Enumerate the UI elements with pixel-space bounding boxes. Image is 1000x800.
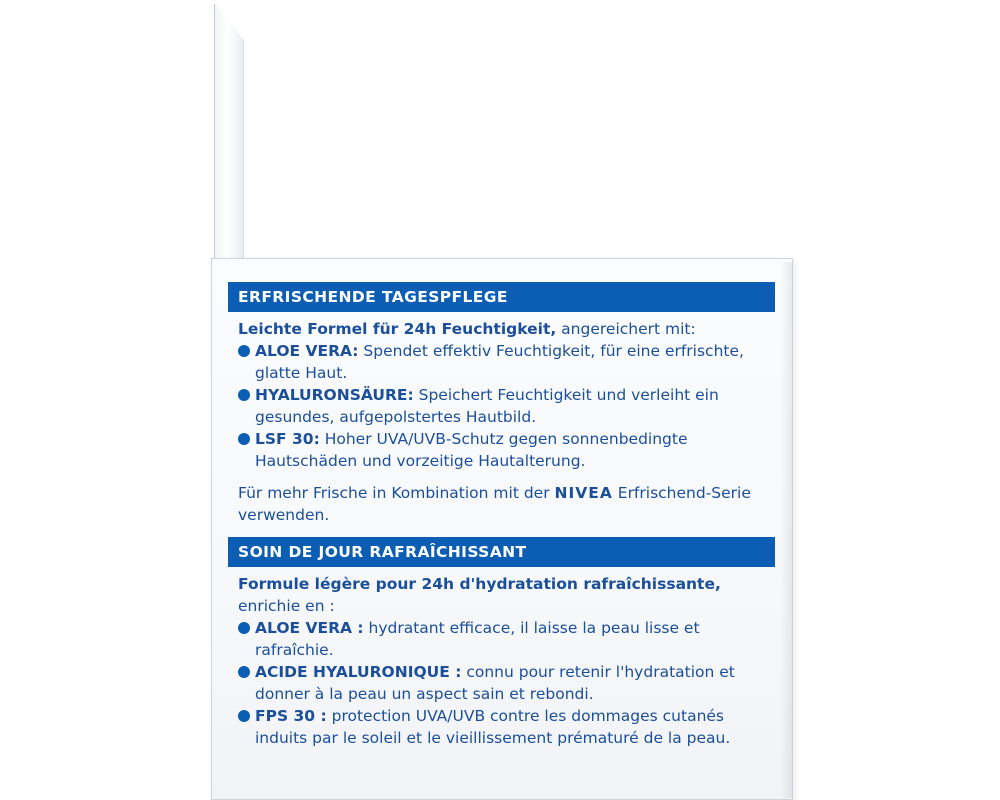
list-item	[238, 384, 775, 428]
item-label: ACIDE HYALURONIQUE :	[255, 663, 462, 681]
intro-bold-fr: Formule légère pour 24h d'hydratation rafraîchissante,	[238, 575, 721, 593]
ingredient-panel	[228, 282, 775, 749]
item-text: Spendet effektiv Feuchtigkeit, für eine erfrischte, glatte Haut.	[255, 342, 744, 382]
bullet-dot-icon	[238, 433, 250, 445]
section-body-de	[228, 312, 775, 526]
bullet-dot-icon	[238, 622, 250, 634]
item-label: ALOE VERA :	[255, 619, 364, 637]
item-label: FPS 30 :	[255, 707, 327, 725]
box-tuck-flap	[214, 4, 244, 264]
item-text: protection UVA/UVB contre les dommages cutanés induits par le soleil et le vieillissement prématuré de la peau.	[255, 707, 731, 747]
section-heading-fr: SOIN DE JOUR RAFRAÎCHISSANT	[228, 537, 775, 567]
brand-name: NIVEA	[554, 484, 613, 502]
list-item	[238, 617, 775, 661]
panel-shadow	[780, 262, 792, 798]
intro-bold-de: Leichte Formel für 24h Feuchtigkeit,	[238, 320, 557, 338]
item-label: ALOE VERA:	[255, 342, 359, 360]
item-label: HYALURONSÄURE:	[255, 386, 414, 404]
item-label: LSF 30:	[255, 430, 320, 448]
benefit-list-fr	[238, 617, 775, 749]
intro-rest-de: angereichert mit:	[556, 320, 696, 338]
section-body-fr	[228, 567, 775, 749]
benefit-list-de	[238, 340, 775, 472]
note-pre: Für mehr Frische in Kombination mit der	[238, 484, 555, 502]
item-text: hydratant efficace, il laisse la peau lisse et rafraîchie.	[255, 619, 700, 659]
list-item	[238, 428, 775, 472]
intro-de	[238, 318, 775, 340]
intro-rest-fr: enrichie en :	[238, 597, 335, 615]
item-text: Hoher UVA/UVB-Schutz gegen sonnenbedingte Hautschäden und vorzeitige Hautalterung.	[255, 430, 688, 470]
flap-edge	[214, 4, 215, 260]
section-gap	[228, 526, 775, 537]
bullet-dot-icon	[238, 710, 250, 722]
list-item	[238, 340, 775, 384]
section-heading-de: ERFRISCHENDE TAGESPFLEGE	[228, 282, 775, 312]
usage-note-de	[238, 482, 775, 526]
bullet-dot-icon	[238, 345, 250, 357]
list-item	[238, 661, 775, 705]
bullet-dot-icon	[238, 666, 250, 678]
bullet-dot-icon	[238, 389, 250, 401]
list-item	[238, 705, 775, 749]
item-text: connu pour retenir l'hydratation et donner à la peau un aspect sain et rebondi.	[255, 663, 735, 703]
item-text: Speichert Feuchtigkeit und verleiht ein gesundes, aufgepolstertes Hautbild.	[255, 386, 719, 426]
note-post: Erfrischend-Serie verwenden.	[238, 484, 751, 524]
